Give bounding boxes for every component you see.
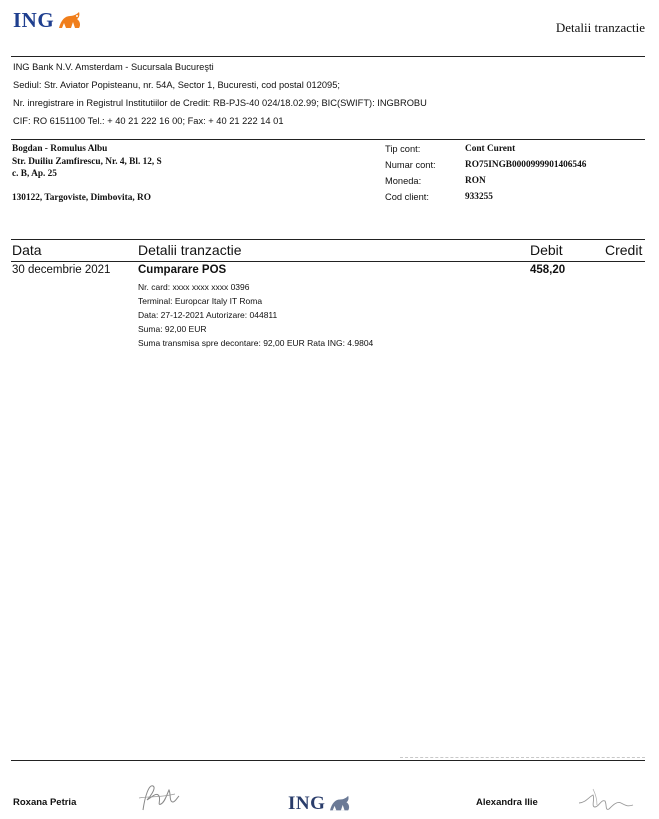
currency-value: RON [465, 176, 486, 186]
footer-logo-text: ING [288, 793, 326, 814]
header-divider [11, 56, 645, 57]
account-number-value: RO75INGB0000999901406546 [465, 160, 587, 170]
header-date: Data [12, 242, 42, 258]
account-type-label: Tip cont: [385, 144, 421, 154]
signature-left [135, 776, 185, 816]
client-code-label: Cod client: [385, 192, 429, 202]
detail-amount: Suma: 92,00 EUR [138, 324, 207, 334]
transaction-title: Cumparare POS [138, 264, 227, 276]
client-address-line1: Str. Duiliu Zamfirescu, Nr. 4, Bl. 12, S [12, 157, 162, 167]
signer-right-name: Alexandra Ilie [476, 797, 538, 808]
detail-terminal: Terminal: Europcar Italy IT Roma [138, 296, 263, 306]
detail-date-auth: Data: 27-12-2021 Autorizare: 044811 [138, 310, 278, 320]
client-address-line2: c. B, Ap. 25 [12, 169, 57, 179]
header-credit: Credit [605, 242, 643, 258]
client-address-line3: 130122, Targoviste, Dimbovita, RO [12, 193, 151, 203]
bank-contact: CIF: RO 6151100 Tel.: + 40 21 222 16 00; Fax: + 40 21 222 14 01 [13, 116, 284, 126]
table-header-divider [11, 261, 645, 262]
document-title: Detalii tranzactie [555, 20, 645, 35]
lion-icon [57, 10, 83, 32]
bank-divider [11, 139, 645, 140]
logo-text: ING [13, 8, 55, 32]
detail-card: Nr. card: xxxx xxxx xxxx 0396 [138, 282, 250, 292]
account-type-value: Cont Curent [465, 144, 516, 154]
ing-logo [13, 8, 83, 33]
client-code-value: 933255 [465, 192, 493, 202]
detail-settlement: Suma transmisa spre decontare: 92,00 EUR Rata ING: 4.9804 [138, 338, 374, 348]
header-debit: Debit [530, 242, 563, 258]
client-name: Bogdan - Romulus Albu [12, 144, 108, 154]
footer-divider [11, 760, 645, 761]
header-details: Detalii tranzactie [138, 242, 242, 258]
bank-name: ING Bank N.V. Amsterdam - Sucursala Bucureşti [13, 62, 214, 72]
table-top-divider [11, 239, 645, 240]
signer-left-name: Roxana Petria [13, 797, 77, 808]
bank-registration: Nr. inregistrare in Registrul Institutiilor de Credit: RB-PJS-40 024/18.02.99; BIC(SWIFT): INGBROBU [13, 98, 427, 108]
transaction-debit: 458,20 [530, 264, 566, 276]
currency-label: Moneda: [385, 176, 422, 186]
account-number-label: Numar cont: [385, 160, 436, 170]
bank-address: Sediul: Str. Aviator Popisteanu, nr. 54A, Sector 1, Bucuresti, cod postal 012095; [13, 80, 340, 90]
footer-ing-logo [288, 793, 352, 815]
transaction-date: 30 decembrie 2021 [12, 264, 111, 276]
lion-icon [328, 794, 352, 814]
signature-right [575, 783, 637, 819]
